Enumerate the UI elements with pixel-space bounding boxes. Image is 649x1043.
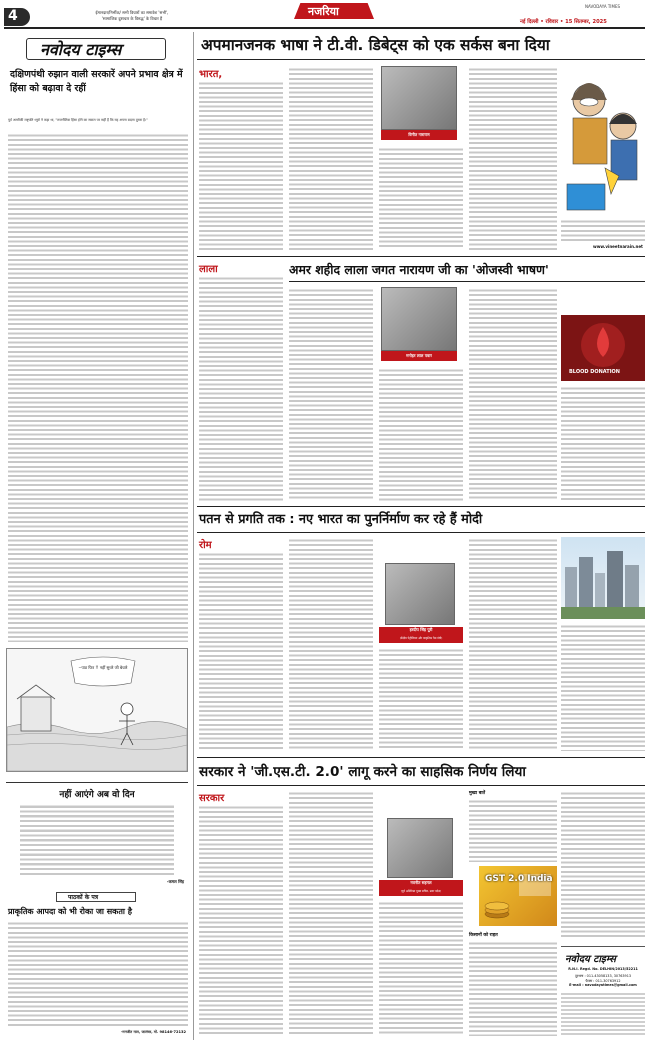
cartoon-caption: --पाठ फिर !! नहीं सुधरे जी बेचारे bbox=[78, 665, 128, 670]
article3-lead-word: रोम bbox=[199, 540, 212, 551]
imprint-fax: फैक्स : 011-30763912 bbox=[585, 979, 621, 983]
article2-body-col5 bbox=[561, 385, 645, 501]
article1-body-col3 bbox=[379, 146, 463, 250]
slogan-line-1: ईमानदार/निर्भीक/ सभी विचारों का समावेश 'सभी', bbox=[95, 10, 169, 15]
article4-body-col4a bbox=[469, 798, 557, 862]
masthead-small: NAVODAYA TIMES bbox=[585, 4, 621, 9]
article4-subhead-farmers: किसानों को राहत bbox=[469, 933, 498, 938]
article3-bottom-rule bbox=[197, 757, 645, 758]
imprint-rni: R.N.I. Regd. No. DELHIN/2013/52211 bbox=[568, 967, 638, 971]
article2-author-name: मनोहर लाल पवार bbox=[406, 353, 432, 358]
editorial-body bbox=[8, 132, 188, 642]
left-column bbox=[4, 32, 190, 1040]
blood-donation-label: BLOOD DONATION bbox=[569, 369, 620, 375]
editorial-intro: पूर्व अमरीकी राष्ट्रपति थ्यूरो ने कहा था, "राजनीतिक हिंसा होने का सवाल पर सहीं हैं कि यह अपना बदला दूसरा है।" bbox=[8, 118, 148, 122]
article4-author-name: नवनीत सहगल bbox=[410, 880, 432, 885]
article4-body-col4b bbox=[469, 940, 557, 1036]
tv-debate-illustration bbox=[561, 66, 645, 216]
article2-headline: अमर शहीद लाला जगत नारायण जी का 'ओजस्वी भाषण' bbox=[289, 262, 549, 277]
article3-body-col3 bbox=[379, 647, 463, 751]
poem-author: -कमल सिंह bbox=[166, 879, 184, 884]
article1-body-col1 bbox=[199, 80, 283, 250]
editorial-title: दक्षिणपंथी रुझान वाली सरकारें अपने प्रभाव क्षेत्र में हिंसा को बढ़ावा दे रहीं bbox=[10, 69, 183, 94]
page-header bbox=[0, 0, 649, 28]
article1-rule bbox=[197, 59, 645, 60]
letters-label: पाठकों के पत्र bbox=[68, 894, 99, 901]
poem-body bbox=[20, 803, 174, 875]
article3-rule bbox=[197, 532, 645, 533]
article2-body-col2 bbox=[289, 287, 373, 501]
city-skyline-icon bbox=[561, 537, 645, 619]
article1-headline: अपमानजनक भाषा ने टी.वी. डिबेट्स को एक सर्कस बना दिया bbox=[201, 36, 550, 54]
article3-author-role: (केंद्रीय पेट्रोलियम और प्राकृतिक गैस मंत्री) bbox=[399, 636, 443, 640]
imprint-masthead: नवोदय टाइम्स bbox=[565, 954, 616, 965]
article4-body-col5 bbox=[561, 790, 645, 940]
article-modi-new-india bbox=[197, 509, 645, 755]
article1-body-col4 bbox=[469, 66, 557, 250]
article3-skyline-image bbox=[561, 537, 645, 619]
letters-title: प्राकृतिक आपदा को भी रोका जा सकता है bbox=[8, 907, 132, 916]
article3-headline: पतन से प्रगति तक : नए भारत का पुनर्निर्माण कर रहे हैं मोदी bbox=[199, 512, 483, 527]
edition-info: नई दिल्ली • रविवार • 15 सितम्बर, 2025 bbox=[520, 19, 607, 25]
article1-author-photo bbox=[381, 66, 457, 130]
gst-label: GST 2.0 India bbox=[485, 874, 553, 884]
page-number: 4 bbox=[8, 8, 18, 24]
article2-body-col3 bbox=[379, 367, 463, 501]
article3-body-col2 bbox=[289, 537, 373, 751]
article2-kicker: लाला bbox=[199, 264, 218, 275]
imprint-phone: दूरभाष : 011-43058133, 30763913 bbox=[574, 974, 632, 978]
letters-body bbox=[8, 920, 188, 1028]
letters-section bbox=[6, 892, 188, 1040]
article1-body-col2 bbox=[289, 66, 373, 250]
article1-bottom-rule bbox=[197, 256, 645, 257]
masthead: नवोदय टाइम्स bbox=[40, 40, 122, 59]
imprint-body bbox=[561, 991, 645, 1035]
article1-website: www.vineetnarain.net bbox=[593, 244, 643, 249]
letters-sign: -मनजीत गाल, जालंधर, मो. 98146-72132 bbox=[120, 1030, 186, 1034]
article2-rule bbox=[289, 281, 645, 282]
imprint-email: E-mail : navodayatimes@gmail.com bbox=[569, 983, 637, 987]
article2-body-col1 bbox=[199, 275, 283, 501]
gst-image bbox=[479, 866, 557, 926]
article4-body-col1 bbox=[199, 804, 283, 1036]
article1-author-name: विनीत नारायण bbox=[408, 132, 430, 137]
article1-body-col5 bbox=[561, 218, 645, 242]
article-lala-jagat-narayan bbox=[197, 259, 645, 505]
poem-box bbox=[6, 782, 188, 890]
article4-lead-word: सरकार bbox=[199, 793, 225, 804]
article4-headline: सरकार ने 'जी.एस.टी. 2.0' लागू करने का साहसिक निर्णय लिया bbox=[199, 764, 526, 780]
article2-body-col4 bbox=[469, 287, 557, 501]
cartoon bbox=[6, 648, 188, 772]
article4-body-col2 bbox=[289, 790, 373, 1036]
article4-rule bbox=[197, 785, 645, 786]
slogan-line-2: 'सामाजिक दुष्टाचार के विरुद्ध' के विचार हैं bbox=[101, 16, 163, 21]
article-gst-2 bbox=[197, 760, 645, 1040]
article2-blood-image bbox=[561, 315, 645, 381]
article1-lead-word: भारत, bbox=[199, 69, 223, 80]
article3-author-name: हरदीप सिंह पुरी bbox=[409, 627, 433, 632]
article1-illustration bbox=[561, 66, 645, 216]
article4-author-photo bbox=[387, 818, 453, 878]
header-rule bbox=[4, 27, 645, 29]
article3-author-photo bbox=[385, 563, 455, 625]
header-slogan bbox=[42, 10, 222, 22]
article3-body-col5 bbox=[561, 623, 645, 751]
imprint-box bbox=[561, 946, 645, 1036]
article4-author-role: (पूर्व अतिरिक्त मुख्य सचिव, उत्तर प्रदेश) bbox=[400, 889, 442, 893]
article4-body-col3 bbox=[379, 900, 463, 1036]
article4-subhead-main-points: मुख्य बातें bbox=[469, 791, 486, 796]
article2-bottom-rule bbox=[197, 506, 645, 507]
poem-title: नहीं आएंगे अब वो दिन bbox=[59, 790, 135, 800]
left-divider bbox=[193, 32, 194, 1040]
article2-author-photo bbox=[381, 287, 457, 351]
article-tv-debates bbox=[197, 32, 645, 254]
article3-body-col4 bbox=[469, 537, 557, 751]
section-title: नजरिया bbox=[308, 5, 339, 18]
article3-body-col1 bbox=[199, 551, 283, 751]
